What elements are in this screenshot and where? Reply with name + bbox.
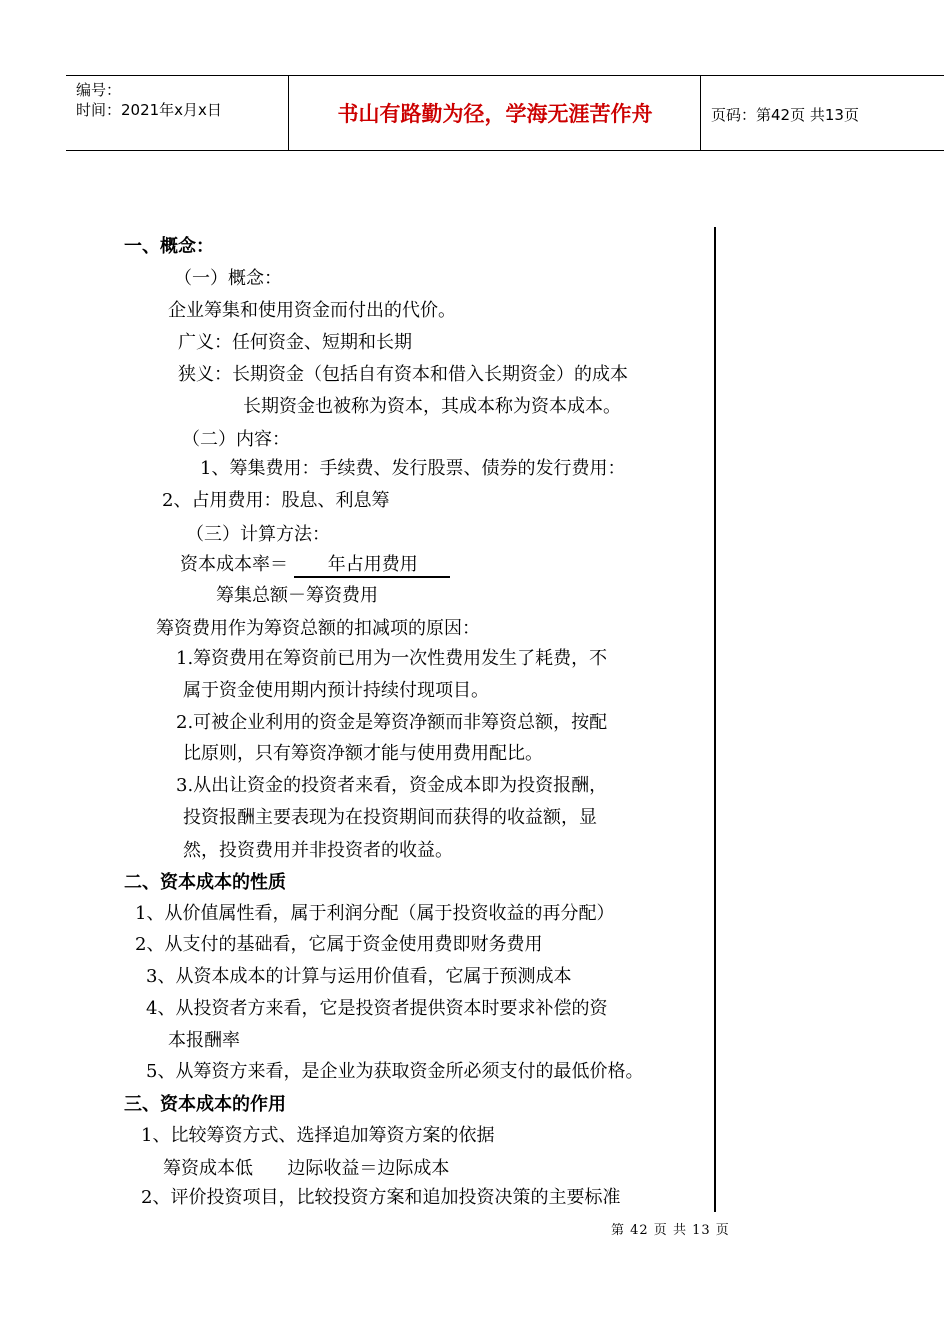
s1-narrow: 狭义：长期资金（包括自有资本和借入长期资金）的成本 bbox=[178, 364, 628, 385]
section-3-title: 三、资本成本的作用 bbox=[124, 1094, 286, 1115]
s1-sub2: （二）内容： bbox=[182, 429, 290, 450]
margin-rule bbox=[714, 227, 716, 1212]
formula-numerator: 年占用费用 bbox=[294, 554, 450, 578]
reason-2a: 2.可被企业利用的资金是筹资净额而非筹资总额，按配 bbox=[176, 712, 608, 733]
s1-sub3: （三）计算方法： bbox=[186, 524, 330, 545]
footer-page-number: 第 42 页 共 13 页 bbox=[611, 1223, 730, 1238]
document-header bbox=[66, 75, 944, 151]
s1-narrow-2: 长期资金也被称为资本，其成本称为资本成本。 bbox=[243, 396, 621, 417]
s1-definition: 企业筹集和使用资金而付出的代价。 bbox=[168, 300, 456, 321]
reason-3c: 然，投资费用并非投资者的收益。 bbox=[183, 840, 453, 861]
s2-item-5: 5、从筹资方来看，是企业为获取资金所必须支付的最低价格。 bbox=[146, 1061, 644, 1082]
s1-content-2: 2、占用费用：股息、利息筹 bbox=[162, 490, 390, 511]
s1-sub1: （一）概念： bbox=[174, 268, 282, 289]
reason-3a: 3.从出让资金的投资者来看，资金成本即为投资报酬， bbox=[176, 775, 608, 796]
reason-3b: 投资报酬主要表现为在投资期间而获得的收益额，显 bbox=[183, 807, 597, 828]
reason-1b: 属于资金使用期内预计持续付现项目。 bbox=[183, 680, 489, 701]
header-divider-right bbox=[700, 76, 701, 150]
s2-item-4a: 4、从投资者方来看，它是投资者提供资本时要求补偿的资 bbox=[146, 998, 608, 1019]
header-page-label: 页码：第42页 共13页 bbox=[711, 106, 859, 124]
formula-numerator-row bbox=[180, 554, 450, 578]
s3-item-1b: 筹资成本低 边际收益＝边际成本 bbox=[163, 1158, 450, 1179]
formula-denominator: 筹集总额－筹资费用 bbox=[216, 585, 378, 606]
s2-item-1: 1、从价值属性看，属于利润分配（属于投资收益的再分配） bbox=[135, 903, 615, 924]
section-1-title: 一、概念： bbox=[124, 236, 214, 257]
s2-item-2: 2、从支付的基础看，它属于资金使用费即财务费用 bbox=[135, 934, 543, 955]
s2-item-4b: 本报酬率 bbox=[168, 1030, 240, 1051]
reason-2b: 比原则，只有筹资净额才能与使用费用配比。 bbox=[183, 743, 543, 764]
formula-label: 资本成本率＝ bbox=[180, 554, 288, 575]
section-2-title: 二、资本成本的性质 bbox=[124, 872, 286, 893]
header-meta bbox=[76, 80, 222, 120]
header-motto: 书山有路勤为径，学海无涯苦作舟 bbox=[337, 102, 653, 126]
s3-item-1: 1、比较筹资方式、选择追加筹资方案的依据 bbox=[141, 1125, 495, 1146]
s1-content-1: 1、筹集费用：手续费、发行股票、债券的发行费用： bbox=[200, 458, 626, 479]
reason-1a: 1.筹资费用在筹资前已用为一次性费用发生了耗费，不 bbox=[176, 648, 608, 669]
s2-item-3: 3、从资本成本的计算与运用价值看，它属于预测成本 bbox=[146, 966, 572, 987]
s1-broad: 广义：任何资金、短期和长期 bbox=[178, 332, 412, 353]
s3-item-2: 2、评价投资项目，比较投资方案和追加投资决策的主要标准 bbox=[141, 1187, 621, 1208]
serial-label: 编号： bbox=[76, 81, 122, 99]
reason-title: 筹资费用作为筹资总额的扣减项的原因： bbox=[156, 618, 480, 639]
time-label: 时间：2021年x月x日 bbox=[76, 101, 222, 119]
